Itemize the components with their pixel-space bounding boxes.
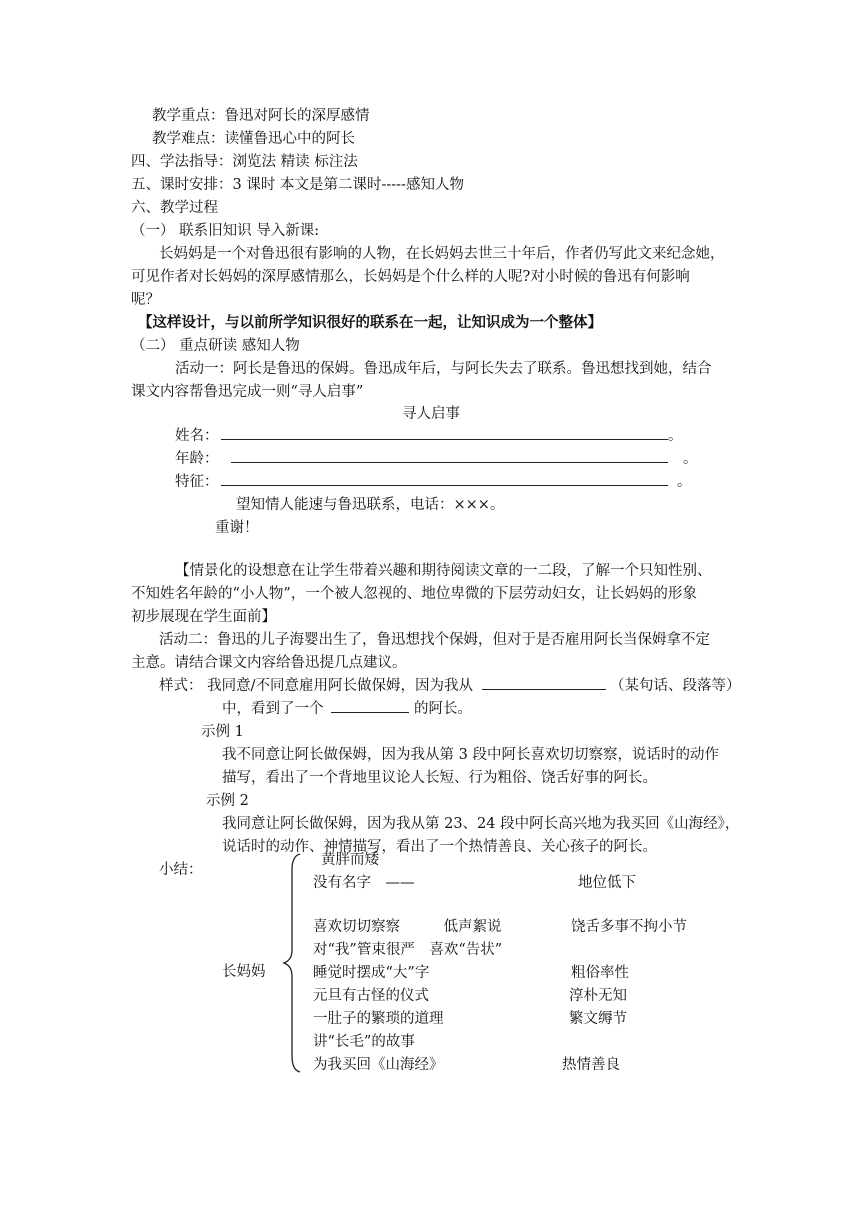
sample-format-end: 的阿长。 <box>414 701 472 717</box>
notice-title: 寻人启事 <box>402 406 460 422</box>
example1-line-2: 描写，看出了一个背地里议论人长短、行为粗俗、饶舌好事的阿长。 <box>222 770 657 786</box>
summary-item-left: 没有名字 —— <box>313 875 415 891</box>
class-schedule: 五、课时安排：3 课时 本文是第二课时-----感知人物 <box>131 177 464 193</box>
summary-item-left: 讲“长毛”的故事 <box>313 1034 415 1050</box>
intro-line-1: 长妈妈是一个对鲁迅很有影响的人物，在长妈妈去世三十年后，作者仍写此文来纪念她， <box>159 246 725 262</box>
contact-line: 望知情人能速与鲁迅联系，电话：×××。 <box>236 497 505 513</box>
teaching-focus: 教学重点：鲁迅对阿长的深厚感情 <box>152 108 370 124</box>
summary-item-right: 繁文缛节 <box>569 1011 627 1027</box>
summary-item-left: 睡觉时摆成“大”字 <box>313 965 430 981</box>
sample-format-start: 样式： 我同意/不同意雇用阿长做保姆，因为我从 <box>159 678 473 694</box>
sample-trait-blank <box>331 712 409 713</box>
age-blank <box>231 462 668 463</box>
activity2-line-2: 主意。请结合课文内容给鲁迅提几点建议。 <box>131 655 407 671</box>
design-note-1: 【这样设计，与以前所学知识很好的联系在一起，让知识成为一个整体】 <box>138 314 602 331</box>
example2-title: 示例 2 <box>206 793 249 809</box>
example1-line-1: 我不同意让阿长做保姆，因为我从第 3 段中阿长喜欢切切察察，说话时的动作 <box>222 747 719 763</box>
feature-blank <box>221 485 668 486</box>
teaching-difficulty: 教学难点：读懂鲁迅心中的阿长 <box>152 131 355 147</box>
summary-center-label: 长妈妈 <box>222 964 266 980</box>
study-method: 四、学法指导：浏览法 精读 标注法 <box>131 154 358 170</box>
example2-line-1: 我同意让阿长做保姆，因为我从第 23、24 段中阿长高兴地为我买回《山海经》， <box>222 816 740 832</box>
summary-item-right: 热情善良 <box>562 1057 620 1073</box>
summary-item-right: 淳朴无知 <box>569 988 627 1004</box>
sample-source-blank <box>482 689 606 690</box>
age-period: 。 <box>683 451 698 467</box>
name-label: 姓名： <box>175 428 219 444</box>
feature-label: 特征： <box>175 474 219 490</box>
part1-heading: （一） 联系旧知识 导入新课: <box>131 223 320 239</box>
summary-item-left: 黄胖而矮 <box>321 852 379 868</box>
summary-item-left: 元旦有古怪的仪式 <box>313 988 429 1004</box>
summary-item-left: 一肚子的繁琐的道理 <box>313 1011 444 1027</box>
activity2-line-1: 活动二：鲁迅的儿子海婴出生了，鲁迅想找个保姆，但对于是否雇用阿长当保姆拿不定 <box>159 632 710 648</box>
summary-item-right: 饶舌多事不拘小节 <box>571 919 687 935</box>
activity1-line-2: 课文内容帮鲁迅完成一则“寻人启事” <box>131 384 364 400</box>
design-note-2-line-1: 【情景化的设想意在让学生带着兴趣和期待阅读文章的一二段，了解一个只知性别、 <box>175 563 712 579</box>
activity1-line-1: 活动一：阿长是鲁迅的保姆。鲁迅成年后，与阿长失去了联系。鲁迅想找到她，结合 <box>175 361 712 377</box>
summary-label: 小结： <box>159 862 203 878</box>
summary-brace <box>280 852 304 1074</box>
feature-period: 。 <box>677 474 692 490</box>
teaching-process-heading: 六、教学过程 <box>131 200 218 216</box>
name-period: 。 <box>668 428 683 444</box>
summary-item-left: 喜欢切切察察 低声絮说 <box>313 919 502 935</box>
intro-line-2: 可见作者对长妈妈的深厚感情那么，长妈妈是个什么样的人呢?对小时候的鲁迅有何影响 <box>131 269 690 285</box>
example2-line-2: 说话时的动作、神情描写，看出了一个热情善良、关心孩子的阿长。 <box>222 839 657 855</box>
example1-title: 示例 1 <box>201 724 244 740</box>
summary-item-right: 粗俗率性 <box>571 965 629 981</box>
age-label: 年龄： <box>175 451 219 467</box>
design-note-2-line-3: 初步展现在学生面前】 <box>131 609 276 625</box>
summary-item-right: 地位低下 <box>578 875 636 891</box>
name-blank <box>221 439 668 440</box>
sample-format-note: （某句话、段落等） <box>610 678 741 694</box>
summary-item-left: 为我买回《山海经》 <box>313 1057 444 1073</box>
summary-item-left: 对“我”管束很严 喜欢“告状” <box>313 942 503 958</box>
thanks-line: 重谢！ <box>215 520 259 536</box>
design-note-2-line-2: 不知姓名年龄的“小人物”，一个被人忽视的、地位卑微的下层劳动妇女，让长妈妈的形象 <box>131 586 697 602</box>
part2-heading: （二） 重点研读 感知人物 <box>131 338 300 354</box>
intro-line-3: 呢？ <box>131 292 160 308</box>
sample-format-middle: 中，看到了一个 <box>222 701 324 717</box>
